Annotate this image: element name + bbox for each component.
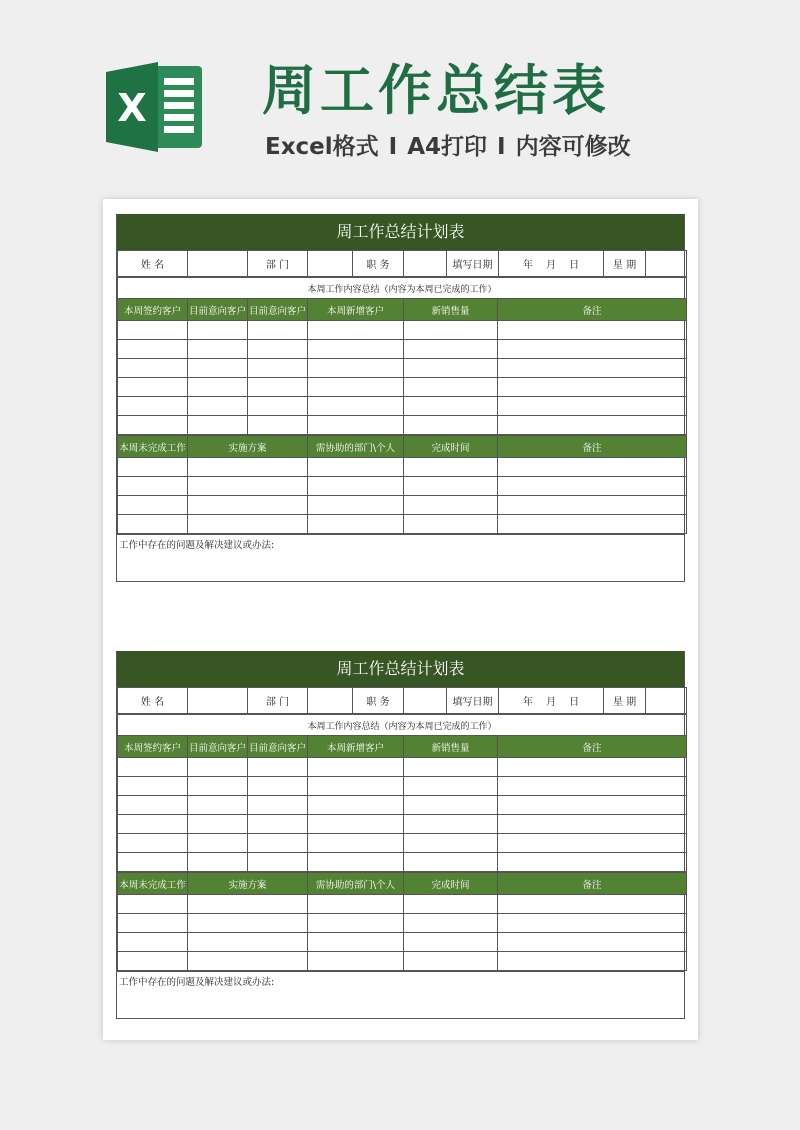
position-label: 职 务 xyxy=(353,251,404,277)
column-header: 本周签约客户 xyxy=(118,299,188,321)
subtitle-editable: 内容可修改 xyxy=(515,134,631,160)
table-row[interactable] xyxy=(118,340,687,359)
column-header: 新销售量 xyxy=(404,736,498,758)
main-title: 周工作总结表 xyxy=(262,59,610,122)
date-field[interactable]: 年 月 日 xyxy=(499,688,604,714)
section2-header-row xyxy=(118,436,687,458)
table-row[interactable] xyxy=(118,458,687,477)
column-header: 实施方案 xyxy=(188,436,308,458)
page-header xyxy=(0,0,800,200)
summary-note: 本周工作内容总结（内容为本周已完成的工作） xyxy=(118,715,687,736)
weekday-label: 星 期 xyxy=(604,251,646,277)
column-header: 实施方案 xyxy=(188,873,308,895)
column-header: 完成时间 xyxy=(404,873,498,895)
position-label: 职 务 xyxy=(353,688,404,714)
column-header: 备注 xyxy=(498,873,687,895)
column-header: 本周未完成工作 xyxy=(118,873,188,895)
subtitle xyxy=(265,128,631,161)
problem-section[interactable] xyxy=(117,534,684,581)
problem-section[interactable] xyxy=(117,971,684,1018)
column-header: 本周签约客户 xyxy=(118,736,188,758)
department-field[interactable] xyxy=(308,688,353,714)
subtitle-format: Excel格式 xyxy=(265,134,379,160)
table-row[interactable] xyxy=(118,758,687,777)
info-row xyxy=(118,688,687,714)
date-field[interactable]: 年 月 日 xyxy=(499,251,604,277)
department-label: 部 门 xyxy=(248,688,308,714)
section2-header-row xyxy=(118,873,687,895)
table-row[interactable] xyxy=(118,777,687,796)
table-row[interactable] xyxy=(118,834,687,853)
column-header: 目前意向客户 xyxy=(248,299,308,321)
subtitle-print: A4打印 xyxy=(407,134,488,160)
summary-form-1 xyxy=(116,214,685,582)
summary-note: 本周工作内容总结（内容为本周已完成的工作） xyxy=(118,278,687,299)
position-field[interactable] xyxy=(404,688,447,714)
column-header: 需协助的部门\个人 xyxy=(308,873,404,895)
column-header: 本周新增客户 xyxy=(308,299,404,321)
position-field[interactable] xyxy=(404,251,447,277)
department-label: 部 门 xyxy=(248,251,308,277)
subtitle-separator: I xyxy=(388,134,398,160)
date-label: 填写日期 xyxy=(447,251,499,277)
column-header: 备注 xyxy=(498,436,687,458)
column-header: 备注 xyxy=(498,736,687,758)
table-row[interactable] xyxy=(118,496,687,515)
name-label: 姓 名 xyxy=(118,688,188,714)
name-label: 姓 名 xyxy=(118,251,188,277)
table-row[interactable] xyxy=(118,914,687,933)
weekday-field[interactable] xyxy=(646,688,687,714)
column-header: 备注 xyxy=(498,299,687,321)
column-header: 本周未完成工作 xyxy=(118,436,188,458)
excel-logo-icon xyxy=(106,58,206,156)
info-table xyxy=(117,687,687,714)
section1-header-row xyxy=(118,736,687,758)
work-table xyxy=(117,277,687,435)
column-header: 目前意向客户 xyxy=(248,736,308,758)
pending-table xyxy=(117,435,687,534)
column-header: 需协助的部门\个人 xyxy=(308,436,404,458)
table-row[interactable] xyxy=(118,796,687,815)
section1-header-row xyxy=(118,299,687,321)
info-row xyxy=(118,251,687,277)
table-row[interactable] xyxy=(118,321,687,340)
weekday-field[interactable] xyxy=(646,251,687,277)
column-header: 本周新增客户 xyxy=(308,736,404,758)
form-title: 周工作总结计划表 xyxy=(117,214,684,250)
table-row[interactable] xyxy=(118,895,687,914)
department-field[interactable] xyxy=(308,251,353,277)
table-row[interactable] xyxy=(118,359,687,378)
pending-table xyxy=(117,872,687,971)
summary-form-2 xyxy=(116,651,685,1019)
logo-letter: X xyxy=(117,86,147,130)
table-row[interactable] xyxy=(118,952,687,971)
work-table xyxy=(117,714,687,872)
table-row[interactable] xyxy=(118,416,687,435)
column-header: 新销售量 xyxy=(404,299,498,321)
form-title: 周工作总结计划表 xyxy=(117,651,684,687)
name-field[interactable] xyxy=(188,251,248,277)
table-row[interactable] xyxy=(118,477,687,496)
problem-label: 工作中存在的问题及解决建议或办法: xyxy=(119,977,275,988)
table-row[interactable] xyxy=(118,933,687,952)
name-field[interactable] xyxy=(188,688,248,714)
column-header: 完成时间 xyxy=(404,436,498,458)
info-table xyxy=(117,250,687,277)
table-row[interactable] xyxy=(118,378,687,397)
table-row[interactable] xyxy=(118,815,687,834)
table-row[interactable] xyxy=(118,515,687,534)
column-header: 目前意向客户 xyxy=(188,299,248,321)
weekday-label: 星 期 xyxy=(604,688,646,714)
problem-label: 工作中存在的问题及解决建议或办法: xyxy=(119,540,275,551)
date-label: 填写日期 xyxy=(447,688,499,714)
table-row[interactable] xyxy=(118,853,687,872)
subtitle-separator: I xyxy=(497,134,506,160)
column-header: 目前意向客户 xyxy=(188,736,248,758)
table-row[interactable] xyxy=(118,397,687,416)
